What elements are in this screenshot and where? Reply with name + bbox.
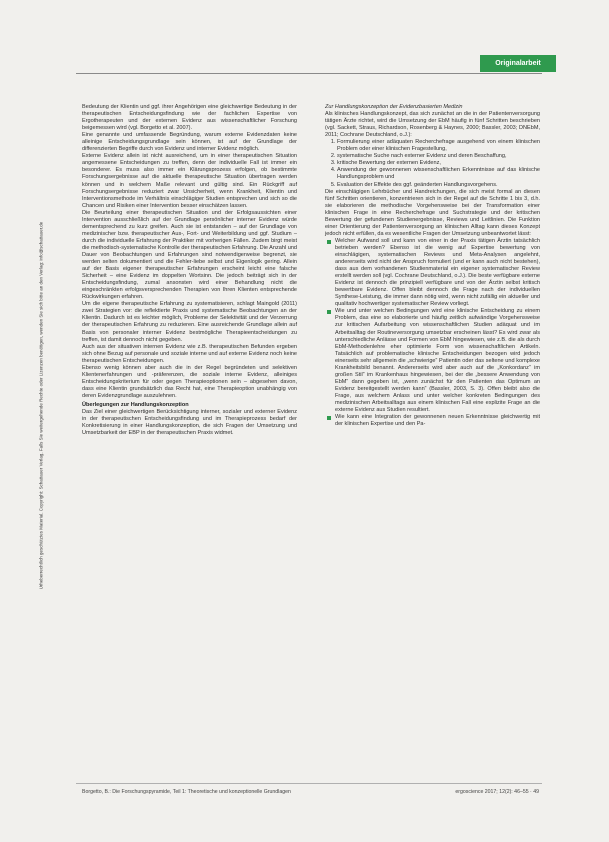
section-heading: Zur Handlungskonzeption der Evidenzbasierten Medizin: [325, 104, 463, 110]
paragraph: Ebenso wenig können aber auch die in der Regel begründeten und selektiven Klientenerfahrungen und -präferenzen, die soziale interne Evidenz, alleiniges Entscheidungskriterium für oder gegen Therapieoptionen sein – abgesehen davon, dass eine Klientin grundsätzlich das Recht hat, eine Therapieoption unabhängig von deren Evidenzgrundlage auszulehnen.: [82, 364, 297, 399]
list-item: 2. systematische Suche nach externer Evidenz und deren Beschaffung,: [337, 153, 540, 160]
question-list: [325, 238, 540, 428]
left-column: [82, 104, 297, 437]
list-item: Wie und unter welchen Bedingungen wird eine klinische Entscheidung zu einem Problem, das eine so elaborierte und häufig zeitlich aufwändige Vorgehensweise zur kritischen Aufarbeitung von wissenschaftlichen Studien adäquat und im Arbeitsalltag der Routineversorgung umsetzbar erscheinen lässt? Es wird zwar als unterschiedliche Anlässe und Formen von EbM hingewiesen, wie z.B. die als durch EbM-Methodenlehre eher optimierte Form von wissenschaftlichen Artikeln. Tatsächlich auf problematische klinische Entscheidungen bezogen wird jedoch einerseits sehr allgemein die „schwierige“ Patientin oder das seltene und komplexe Krankheitsbild benannt. Andererseits wird aber auch auf die „Konkordanz“ im großen Stil“ im Krankenhaus hingewiesen, bei der die „bessere Anwendung von EbM“ dann gegeben ist, „wenn zunächst für den Patienten das Optimum an Evidenz bereitgestellt werden kann“ (Bassler, 2003, S. 3). Offen bleibt also die Frage, aus welchem Anlass und unter welcher konkreten Bedingungen des medizinischen Arbeitsalltags aus einem klinischen Fall eine explizite Frage an die externe Evidenz aus Studien resultiert.: [335, 308, 540, 414]
paragraph: Die Beurteilung einer therapeutischen Situation und der Erfolgsaussichten einer Intervention ausschließlich auf der Grundlage persönlicher interner Evidenz würde dementsprechend zu kurz greifen. Auch sie ist entstanden – auf der Grundlage von medizinischer bzw. therapeutischer Aus-, Fort- und Weiterbildung und ggf. Studium – durch die individuelle Erfahrung der Praktiker mit vorherigen Fällen. Zudem birgt meist die methodisch-systematische Kontrolle der therapeutischen Erfahrung. Die Anzahl und Dauer von Beobachtungen und Erfahrungen sind notwendigerweise begrenzt, sie werden selten dokumentiert und die Fehler-liebe selbst und Eigenlogik gering. Allein auf der Basis eigener therapeutischer Erfahrungen erscheint leicht eine falsche Sicherheit – eine Evidenz im doppelten Wortsinn. Die jedoch beiträgt sich in der Entscheidungsfindung, zumal ansonsten wird einer Behandlung nicht die eingeschränkten erfolgsversprechenden Therapien von Ihren Klienten entsprechende Rückwirkungen erfahren.: [82, 209, 297, 301]
header-rule: [76, 73, 542, 74]
copyright-sidebar: [34, 60, 48, 750]
list-item: 3. kritische Bewertung der externen Evidenz,: [337, 160, 540, 167]
copyright-note: Urheberrechtlich geschütztes Material. Copyright: Schattauer Verlag. Falls Sie weitergehende Rechte oder Lizenzen benötigen, wenden Sie sich bitte an den Verlag: info@schattauer.de: [38, 221, 44, 589]
list-item: Welcher Aufwand soll und kann von einer in der Praxis tätigen Ärztin tatsächlich betrieben werden? Ebenso ist die wenig auf Expertise bewertung von einschlägigen, systematischen Reviews und Meta-Analysen angelehnt, andererseits wird nicht der Anspruch formuliert (und er kann auch nicht bestehen), dass aus dem vorhandenen Studienmaterial ein eigener systematischer Review erstellt werden soll (vgl. Cochrane Deutschland, o.J.). Die beste verfügbare externe Evidenz ist dennoch die prinzipiell verfügbare und von der Ärztin selbst kritisch bewertbare Evidenz. Offen bleibt dennoch die Frage nach der individuellen Synthese-Leistung, die immer dann nötig wird, wenn nicht zufällig ein aktueller und qualitativ hochwertiger systematischer Review vorliegt.: [335, 237, 540, 308]
section-tab: Originalarbeit: [480, 55, 556, 72]
footer-citation: Borgetto, B.: Die Forschungspyramide, Teil 1: Theoretische und konzeptionelle Grundlagen: [82, 789, 291, 795]
paragraph: Eine genannte und umfassende Begründung, warum externe Evidenzdaten keine alleinige Entscheidungsgrundlage sein können, ist auf der Grundlage der differenzierten Begriffe durch von Evidenz und interner Evidenz möglich.: [82, 132, 297, 153]
paragraph: Auch aus der situativen internen Evidenz wie z.B. therapeutischen Befunden ergeben sich ohne Bezug auf personale und soziale interne und auf externe Evidenz noch keine therapeutischen Entscheidungen.: [82, 343, 297, 364]
list-item: 1. Formulierung einer adäquaten Recherchefrage ausgehend von einem klinischen Problem oder einer klinischen Fragestellung,: [337, 139, 540, 153]
paragraph: Um die eigene therapeutische Erfahrung zu systematisieren, schlagt Maingold (2011) zwei Strategien vor: die reflektierte Praxis und systematische Beobachtungen an der Klientin. Dadurch ist es leichter möglich, Probleme der Selektivität und der Verzerrung der therapeutischen Erfahrung zu reduzieren. Eine ausreichende Grundlage allein auf Basis von personaler interner Evidenz bestmögliche Therapieentscheidungen zu treffen, ist damit dennoch nicht gegeben.: [82, 301, 297, 343]
footer-rule: [76, 783, 542, 784]
right-column: [325, 104, 540, 428]
section-subheading: Überlegungen zur Handlungskonzeption: [82, 401, 189, 408]
footer-journal: ergoscience 2017; 12(2): 46–55 · 49: [455, 789, 539, 795]
paragraph: Als klinisches Handlungskonzept, das sich zunächst an die in der Patientenversorgung tätigen Ärzte richtet, wird die Umsetzung der EbM häufig in fünf Schritten beschrieben (vgl. Sackett, Straus, Richardson, Rosenberg & Haynes, 2000; Bassler, 2003; DNEbM, 2011; Cochrane Deutschland, o.J.):: [325, 111, 540, 139]
paragraph: Das Ziel einer gleichwertigen Berücksichtigung interner, sozialer und externer Evidenz in der therapeutischen Entscheidungsfindung und im Therapieprozess bedarf der Konkretisierung in einer Handlungskonzeption, die sich Fragen der Umsetzung und Umsetzbarkeit der EBP in der therapeutischen Praxis widmet.: [82, 409, 297, 437]
list-item: 5. Evaluation der Effekte des ggf. geänderten Handlungsvorgehens.: [337, 182, 540, 189]
list-item: Wie kann eine Integration der gewonnenen neuen Erkenntnisse gleichwertig mit der klinischen Expertise und den Pa-: [335, 414, 540, 428]
paragraph: Die einschlägigen Lehrbücher und Handreichungen, die sich meist formal an diesen fünf Schritten orientieren, konzentrieren sich in der Regel auf die Schritte 1 bis 3, d.h. sie elaborieren die methodische Vorgehensweise bei der Transformation einer klinischen Frage in eine Recherchefrage und Suchstrategie und der kritischen Bewertung der gefundenen Studienergebnisse, Reviews und Leitlinien. Die Funktion einer Orientierung der Patientenversorgung an klinischen Alltag kann dieses Konzept jedoch nicht erfüllen, da es wesentliche Fragen der Umsetzung unbeantwortet lässt:: [325, 188, 540, 237]
paragraph: Externe Evidenz allein ist nicht ausreichend, um in einer therapeutischen Situation angemessene Entscheidungen zu treffen, denn der individuelle Fall ist immer ein besonderer. Es muss also immer ein Klärungsprozess erfolgen, ob bestimmte Forschungsergebnisse auf die aktuelle therapeutische Situation übertragen werden können und in welchem Maße relevant und gültig sind. Ein Rückgriff auf Forschungsergebnisse reduziert zwar Unsicherheit, wenn Krankheit, Klientin und Interventionsmethode im Verhältnis einschlägiger Studien entsprechen und sich so die Chancen und Risiken einer Intervention besser einschätzen lassen.: [82, 153, 297, 209]
paragraph: Bedeutung der Klientin und ggf. ihrer Angehörigen eine gleichwertige Bedeutung in der therapeutischen Entscheidungsfindung wie der fachlichen Expertise von Ergotherapeuten und der externen Evidenz aus wissenschaftlicher Forschung beigemessen wird (vgl. Borgetto et al. 2007).: [82, 104, 297, 132]
list-item: 4. Anwendung der gewonnenen wissenschaftlichen Erkenntnisse auf das klinische Handlungsproblem und: [337, 167, 540, 181]
steps-list: [325, 139, 540, 188]
